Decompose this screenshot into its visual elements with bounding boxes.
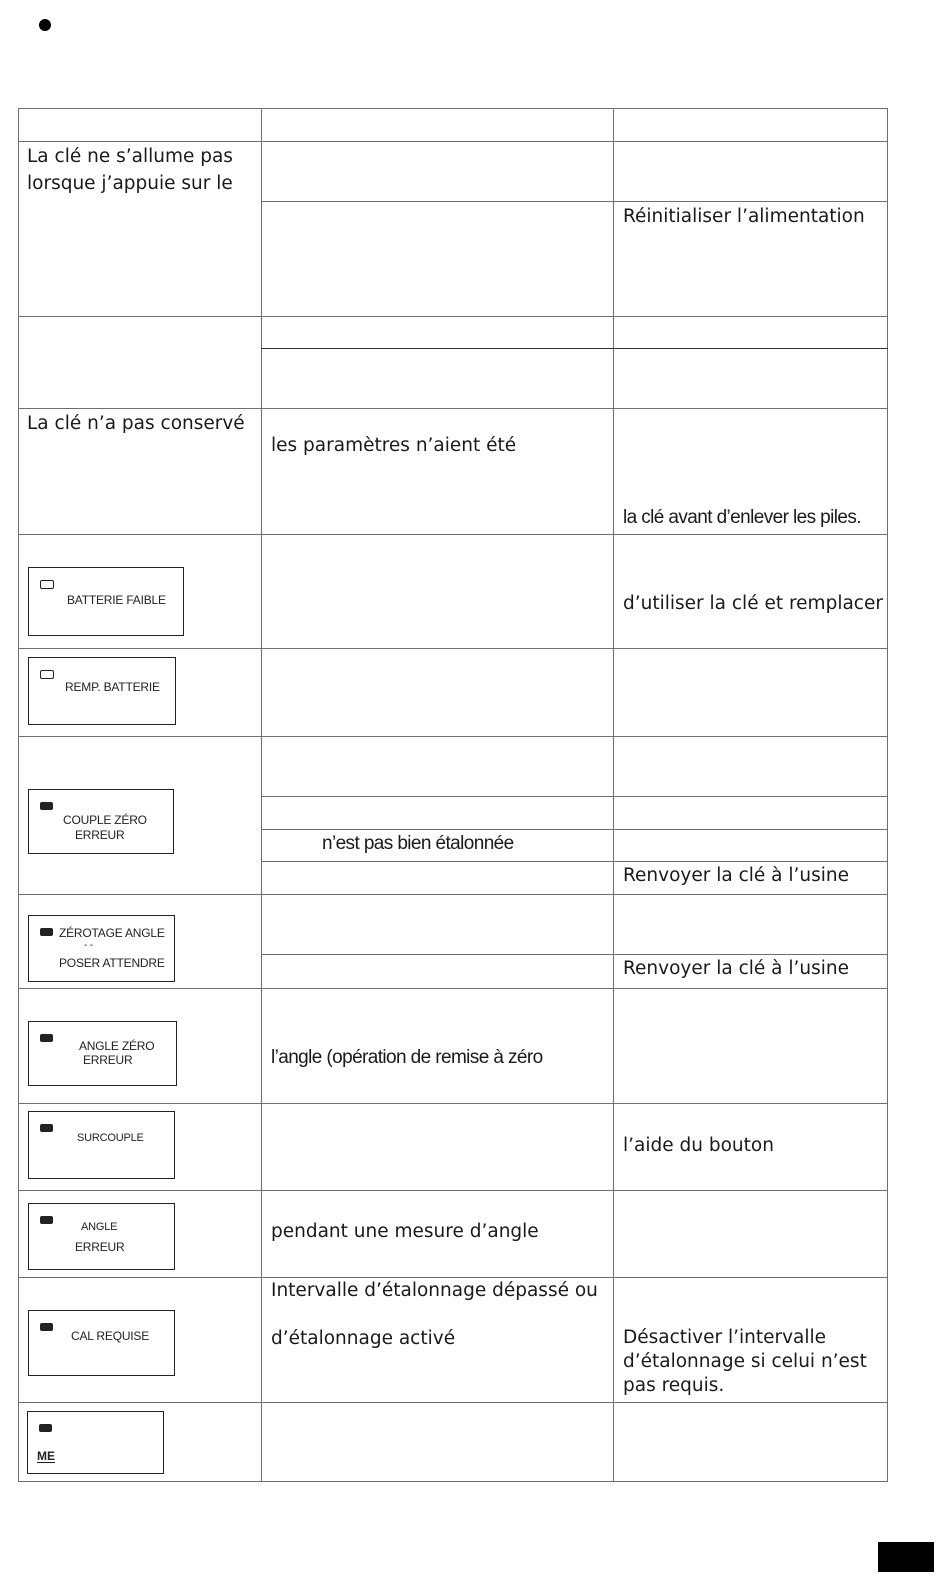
solution-remove-batteries: la clé avant d’enlever les piles. [623, 507, 861, 528]
display-torque-zero-error [28, 789, 174, 854]
battery-full-icon [39, 1424, 52, 1432]
cause-interval-exceeded: Intervalle d’étalonnage dépassé ou [271, 1280, 598, 1301]
battery-full-icon [40, 1034, 53, 1042]
battery-full-icon [40, 802, 53, 810]
display-line-1: COUPLE ZÉRO [63, 813, 147, 827]
problem-no-power: La clé ne s’allume pas lorsque j’appuie sur le [27, 146, 233, 194]
display-line-1: ZÉROTAGE ANGLE [59, 926, 165, 940]
display-line-1: ANGLE [81, 1221, 118, 1233]
display-line-1: ANGLE ZÉRO [79, 1039, 155, 1053]
display-line-2: ERREUR [83, 1053, 133, 1067]
display-angle-error [28, 1203, 175, 1270]
display-text: REMP. BATTERIE [65, 680, 160, 694]
battery-empty-icon [40, 670, 54, 679]
display-replace-battery [28, 657, 176, 725]
memory-label: ME [37, 1449, 55, 1463]
solution-return-factory: Renvoyer la clé à l’usine [623, 865, 849, 886]
solution-disable-interval: Désactiver l’intervalle d’étalonnage si celui n’est pas requis. [623, 1327, 867, 1396]
solution-reset-power: Réinitialiser l’alimentation [623, 206, 865, 227]
solution-replace-batteries: d’utiliser la clé et remplacer [623, 593, 883, 614]
display-line-3: POSER ATTENDRE [59, 956, 165, 970]
display-angle-zero-error [28, 1021, 177, 1086]
problem-settings-not-kept: La clé n’a pas conservé [27, 413, 245, 434]
display-cal-required [28, 1310, 175, 1376]
cause-angle-zeroing: l’angle (opération de remise à zéro [271, 1047, 543, 1068]
solution-return-factory: Renvoyer la clé à l’usine [623, 958, 849, 979]
display-line-2: ERREUR [75, 828, 125, 842]
display-line-2: - - [84, 940, 93, 951]
display-line-2: ERREUR [75, 1240, 125, 1254]
display-overtorque [28, 1111, 175, 1179]
battery-full-icon [40, 1216, 53, 1224]
cause-calibration-active: d’étalonnage activé [271, 1328, 456, 1349]
cause-not-calibrated: n’est pas bien étalonnée [322, 833, 514, 854]
cause-settings: les paramètres n’aient été [271, 435, 517, 456]
display-text: SURCOUPLE [77, 1132, 144, 1144]
solution-button-help: l’aide du bouton [623, 1135, 774, 1156]
battery-full-icon [40, 1323, 53, 1331]
battery-empty-icon [40, 580, 54, 589]
bullet-point [39, 19, 51, 31]
display-text: CAL REQUISE [71, 1329, 150, 1343]
battery-full-icon [40, 928, 53, 936]
display-memory [27, 1411, 164, 1474]
display-text: BATTERIE FAIBLE [67, 593, 166, 607]
display-low-battery [28, 567, 184, 636]
cause-during-angle-measure: pendant une mesure d’angle [271, 1221, 539, 1242]
display-angle-zeroing [28, 915, 175, 982]
battery-full-icon [40, 1124, 53, 1132]
page-number-block [878, 1542, 934, 1572]
